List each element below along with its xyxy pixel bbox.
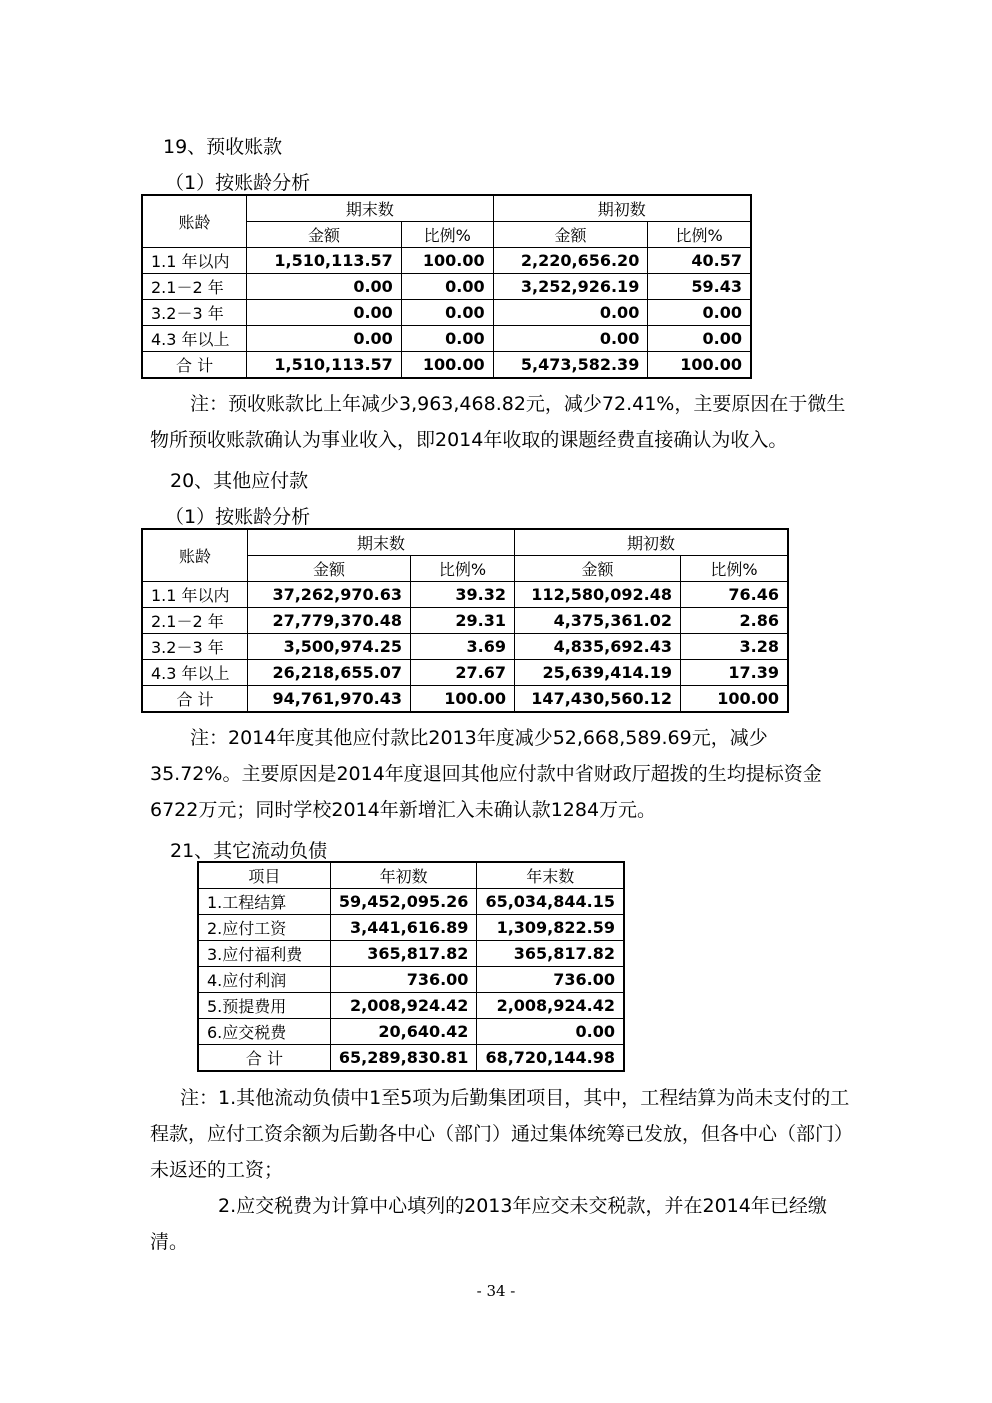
total-row	[198, 1045, 624, 1072]
begin-amount: 0.00	[493, 326, 648, 352]
row-label: 5.预提费用	[198, 993, 330, 1019]
section-20-subtitle: （1）按账龄分析	[165, 506, 311, 528]
header-begin-amount: 金额	[493, 222, 648, 248]
row-label: 2.1－2 年	[142, 274, 247, 300]
other-payables-table	[141, 528, 789, 713]
end-amount: 37,262,970.63	[248, 582, 411, 608]
table-row	[142, 248, 751, 274]
begin-amount: 4,835,692.43	[515, 634, 681, 660]
begin-ratio: 3.28	[681, 634, 789, 660]
header-end-ratio: 比例%	[411, 556, 515, 582]
row-label: 1.工程结算	[198, 889, 330, 915]
other-current-liabilities-table	[197, 861, 625, 1072]
table-row	[198, 993, 624, 1019]
total-row	[142, 686, 788, 713]
header-item: 项目	[198, 862, 330, 889]
begin-amount: 147,430,560.12	[515, 686, 681, 713]
end-ratio: 27.67	[411, 660, 515, 686]
year-end-value: 736.00	[477, 967, 624, 993]
table-row	[198, 915, 624, 941]
end-amount: 3,500,974.25	[248, 634, 411, 660]
header-age: 账龄	[142, 195, 247, 248]
year-begin-value: 65,289,830.81	[330, 1045, 477, 1072]
header-begin-amount: 金额	[515, 556, 681, 582]
section-20-title: 20、其他应付款	[170, 470, 309, 492]
end-ratio: 0.00	[401, 300, 493, 326]
row-label: 4.3 年以上	[142, 326, 247, 352]
total-label: 合 计	[142, 686, 248, 713]
begin-ratio: 100.00	[648, 352, 751, 379]
row-label: 4.3 年以上	[142, 660, 248, 686]
end-ratio: 3.69	[411, 634, 515, 660]
row-label: 4.应付利润	[198, 967, 330, 993]
year-begin-value: 365,817.82	[330, 941, 477, 967]
year-begin-value: 736.00	[330, 967, 477, 993]
row-label: 2.应付工资	[198, 915, 330, 941]
header-age: 账龄	[142, 529, 248, 582]
header-end-amount: 金额	[247, 222, 402, 248]
begin-ratio: 59.43	[648, 274, 751, 300]
end-amount: 0.00	[247, 326, 402, 352]
total-label: 合 计	[198, 1045, 330, 1072]
year-end-value: 1,309,822.59	[477, 915, 624, 941]
year-begin-value: 20,640.42	[330, 1019, 477, 1045]
year-end-value: 68,720,144.98	[477, 1045, 624, 1072]
year-end-value: 365,817.82	[477, 941, 624, 967]
section-19-title: 19、预收账款	[163, 136, 283, 158]
end-amount: 0.00	[247, 274, 402, 300]
table-row	[142, 300, 751, 326]
begin-ratio: 76.46	[681, 582, 789, 608]
year-end-value: 2,008,924.42	[477, 993, 624, 1019]
header-period-end: 期末数	[247, 195, 494, 222]
year-end-value: 65,034,844.15	[477, 889, 624, 915]
end-ratio: 0.00	[401, 326, 493, 352]
header-period-begin: 期初数	[515, 529, 789, 556]
total-label: 合 计	[142, 352, 247, 379]
table-row	[198, 941, 624, 967]
end-amount: 26,218,655.07	[248, 660, 411, 686]
header-year-begin: 年初数	[330, 862, 477, 889]
header-end-ratio: 比例%	[401, 222, 493, 248]
end-ratio: 29.31	[411, 608, 515, 634]
table-row	[142, 660, 788, 686]
table-row	[142, 326, 751, 352]
page-number: - 34 -	[476, 1282, 516, 1300]
begin-amount: 5,473,582.39	[493, 352, 648, 379]
section-21-title: 21、其它流动负债	[170, 840, 328, 862]
table-row	[198, 967, 624, 993]
year-begin-value: 3,441,616.89	[330, 915, 477, 941]
end-ratio: 100.00	[401, 248, 493, 274]
begin-amount: 0.00	[493, 300, 648, 326]
begin-ratio: 40.57	[648, 248, 751, 274]
table-row	[198, 1019, 624, 1045]
table-row	[142, 634, 788, 660]
end-ratio: 0.00	[401, 274, 493, 300]
table-row	[142, 274, 751, 300]
year-end-value: 0.00	[477, 1019, 624, 1045]
end-amount: 0.00	[247, 300, 402, 326]
row-label: 2.1－2 年	[142, 608, 248, 634]
begin-ratio: 0.00	[648, 300, 751, 326]
end-ratio: 100.00	[411, 686, 515, 713]
header-year-end: 年末数	[477, 862, 624, 889]
row-label: 6.应交税费	[198, 1019, 330, 1045]
begin-amount: 2,220,656.20	[493, 248, 648, 274]
row-label: 3.2－3 年	[142, 300, 247, 326]
section-19-subtitle: （1）按账龄分析	[165, 172, 311, 194]
table-row	[142, 582, 788, 608]
year-begin-value: 2,008,924.42	[330, 993, 477, 1019]
row-label: 1.1 年以内	[142, 582, 248, 608]
end-amount: 94,761,970.43	[248, 686, 411, 713]
begin-ratio: 17.39	[681, 660, 789, 686]
year-begin-value: 59,452,095.26	[330, 889, 477, 915]
begin-amount: 25,639,414.19	[515, 660, 681, 686]
row-label: 3.2－3 年	[142, 634, 248, 660]
begin-amount: 3,252,926.19	[493, 274, 648, 300]
end-amount: 27,779,370.48	[248, 608, 411, 634]
header-end-amount: 金额	[248, 556, 411, 582]
section-21-note-2: 2.应交税费为计算中心填列的2013年应交未交税款，并在2014年已经缴清。	[150, 1195, 827, 1253]
table-row	[142, 608, 788, 634]
begin-ratio: 2.86	[681, 608, 789, 634]
section-19-note: 注：预收账款比上年减少3,963,468.82元，减少72.41%，主要原因在于微生物所预收账款确认为事业收入，即2014年收取的课题经费直接确认为收入。	[150, 393, 846, 451]
row-label: 3.应付福利费	[198, 941, 330, 967]
section-20-note: 注：2014年度其他应付款比2013年度减少52,668,589.69元，减少35.72%。主要原因是2014年度退回其他应付款中省财政厅超拨的生均提标资金6722万元；同时学校2014年新增汇入未确认款1284万元。	[150, 727, 822, 821]
total-row	[142, 352, 751, 379]
header-begin-ratio: 比例%	[648, 222, 751, 248]
end-amount: 1,510,113.57	[247, 352, 402, 379]
header-period-begin: 期初数	[493, 195, 751, 222]
begin-amount: 4,375,361.02	[515, 608, 681, 634]
header-begin-ratio: 比例%	[681, 556, 789, 582]
begin-ratio: 100.00	[681, 686, 789, 713]
header-period-end: 期末数	[248, 529, 515, 556]
end-amount: 1,510,113.57	[247, 248, 402, 274]
section-21-note-1: 注：1.其他流动负债中1至5项为后勤集团项目，其中，工程结算为尚未支付的工程款，应付工资余额为后勤各中心（部门）通过集体统筹已发放，但各中心（部门）未返还的工资；	[150, 1087, 850, 1181]
table-row	[198, 889, 624, 915]
begin-ratio: 0.00	[648, 326, 751, 352]
end-ratio: 39.32	[411, 582, 515, 608]
begin-amount: 112,580,092.48	[515, 582, 681, 608]
end-ratio: 100.00	[401, 352, 493, 379]
receivable-advance-table	[141, 194, 752, 379]
row-label: 1.1 年以内	[142, 248, 247, 274]
